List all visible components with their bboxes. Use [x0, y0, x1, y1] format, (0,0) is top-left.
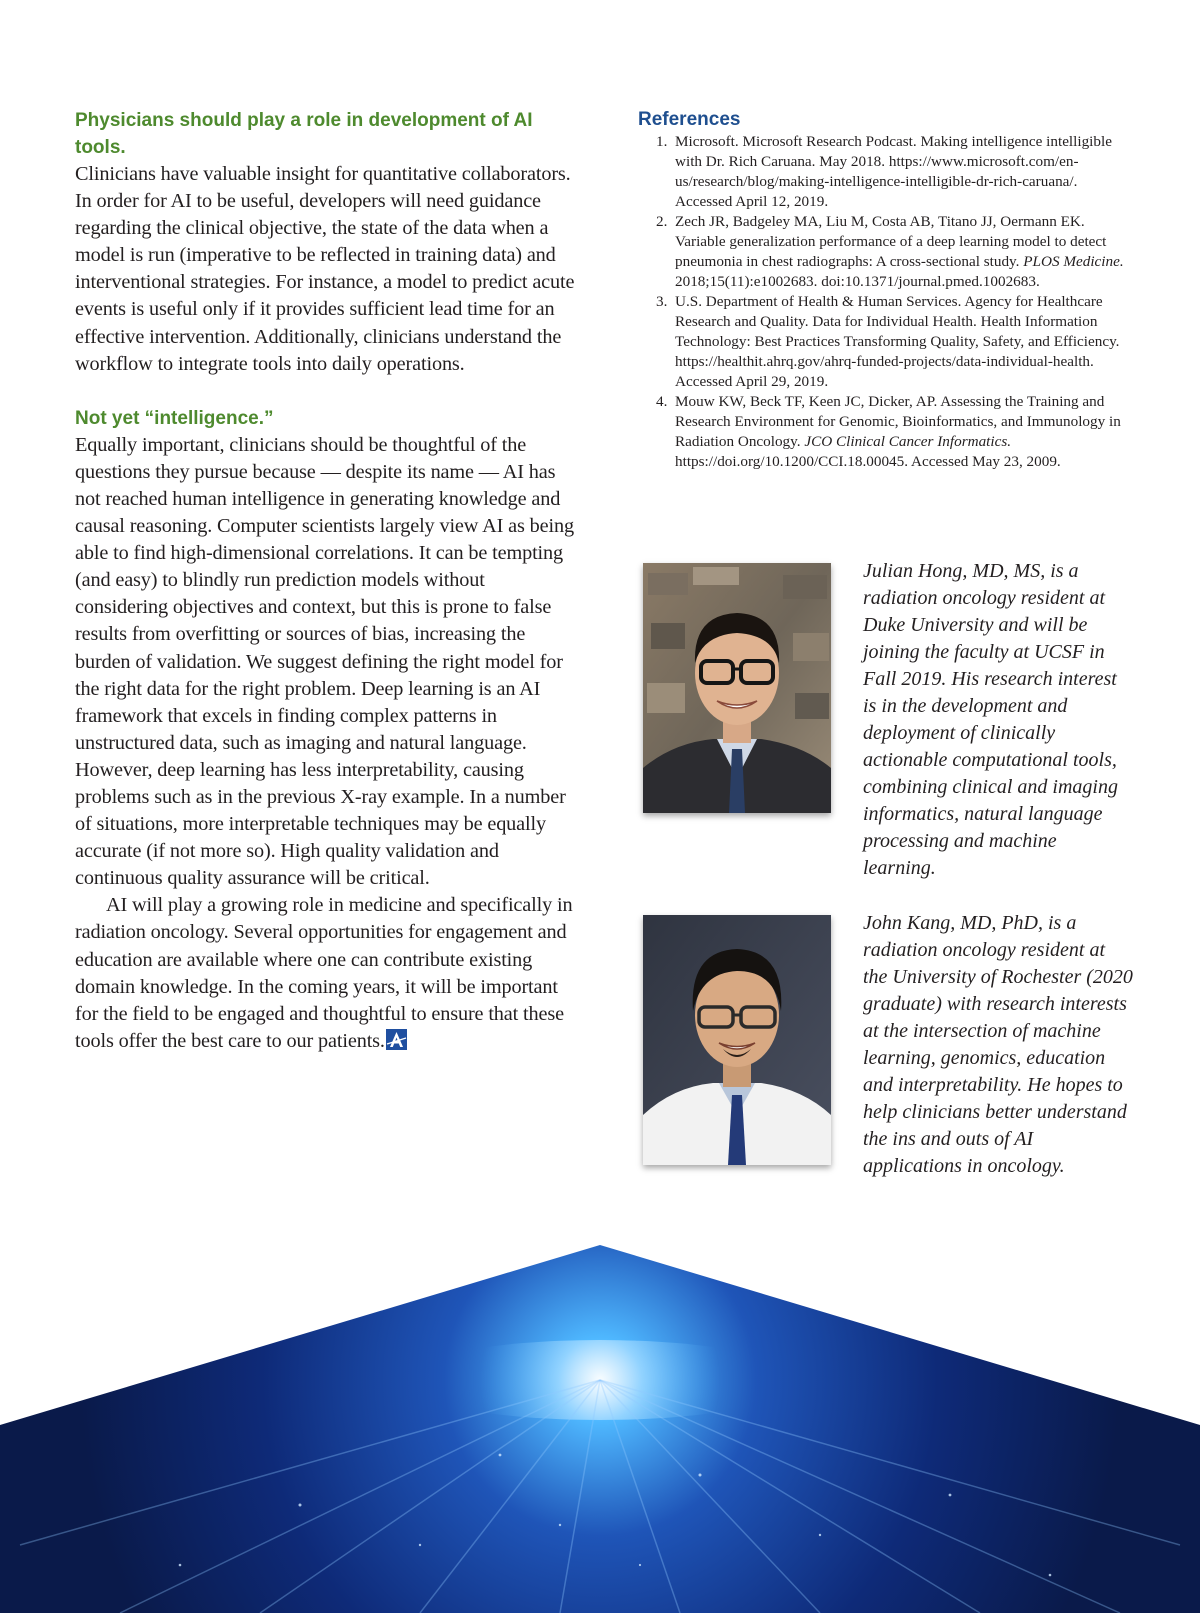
section-heading-physicians-role: Physicians should play a role in development of AI tools. — [75, 110, 533, 158]
reference-item — [638, 392, 1128, 472]
section-body-physicians-role: Clinicians have valuable insight for quantitative collaborators. In order for AI to be useful, developers will need guidance regarding the clinical objective, the state of the data when a model is run (imperative to be reflected in training data) and interventional strategies. For instance, a model to predict acute events is useful only if it provides sufficient lead time for an effective intervention. Additionally, clinicians understand the workflow to integrate tools into daily operations. — [75, 163, 575, 375]
reference-item — [638, 132, 1128, 212]
reference-item — [638, 212, 1128, 292]
references-list — [638, 132, 1128, 472]
reference-number: 1. — [656, 133, 668, 150]
closing-paragraph — [75, 892, 575, 1055]
reference-number: 3. — [656, 293, 668, 310]
reference-citation: Mouw KW, Beck TF, Keen JC, Dicker, AP. Assessing the Training and Research Environment for Genomic, Bioinformatics, and Immunology in Radiation Oncology. — [675, 393, 1121, 450]
article-column — [75, 107, 575, 1055]
author-photo-julian-hong — [643, 563, 831, 813]
author-bio-julian-hong: Julian Hong, MD, MS, is a radiation oncology resident at Duke University and will be joining the faculty at UCSF in Fall 2019. His research interest is in the development and deployment of clinically actionable computational tools, combining clinical and imaging informatics, natural language processing and machine learning. — [863, 560, 1118, 879]
reference-number: 2. — [656, 213, 668, 230]
author-bio-john-kang: John Kang, MD, PhD, is a radiation oncology resident at the University of Rochester (2020 graduate) with research interests at the intersection of machine learning, genomics, education and interpretability. He hopes to help clinicians better understand the ins and outs of AI applications in oncology. — [863, 912, 1133, 1177]
reference-details: https://doi.org/10.1200/CCI.18.00045. Accessed May 23, 2009. — [675, 453, 1061, 470]
references-section — [638, 108, 1128, 472]
reference-citation: Zech JR, Badgeley MA, Liu M, Costa AB, Titano JJ, Oermann EK. Variable generalization performance of a deep learning model to detect pneumonia in chest radiographs: A cross-sectional study. — [675, 213, 1107, 270]
section-heading-not-yet-intelligence: Not yet “intelligence.” — [75, 407, 274, 429]
author-photo-john-kang — [643, 915, 831, 1165]
reference-journal: PLOS Medicine. — [1023, 253, 1124, 270]
footer-starfield-graphic — [0, 1245, 1200, 1613]
reference-journal: JCO Clinical Cancer Informatics. — [804, 433, 1012, 450]
reference-item — [638, 292, 1128, 392]
reference-text — [675, 393, 1121, 470]
ai-logo-end-mark-icon — [386, 1029, 407, 1050]
reference-text: U.S. Department of Health & Human Services. Agency for Healthcare Research and Quality. Data for Individual Health. Health Information Technology: Best Practices Transforming Quality, Safety, and Efficiency. https://healthit.ahrq.gov/ahrq-funded-projects/data-individual-health. Accessed April 29, 2019. — [675, 293, 1120, 390]
reference-number: 4. — [656, 393, 668, 410]
reference-text — [675, 213, 1124, 290]
paragraph-gap — [75, 378, 575, 405]
closing-paragraph-text: AI will play a growing role in medicine and specifically in radiation oncology. Several opportunities for engagement and education are available where one can contribute existing domain knowledge. In the coming years, it will be important for the field to be engaged and thoughtful to ensure that these tools offer the best care to our patients. — [75, 894, 573, 1052]
reference-text: Microsoft. Microsoft Research Podcast. Making intelligence intelligible with Dr. Rich Caruana. May 2018. https://www.microsoft.com/en-us/research/blog/making-intelligence-intelligible-dr-rich-caruana/. Accessed April 12, 2019. — [675, 133, 1112, 210]
section-body-not-yet-intelligence: Equally important, clinicians should be thoughtful of the questions they pursue because — despite its name — AI has not reached human intelligence in generating knowledge and causal reasoning. Computer scientists largely view AI as being able to find high-dimensional correlations. It can be tempting (and easy) to blindly run prediction models without considering objectives and context, but this is prone to false results from overfitting or sources of bias, increasing the burden of validation. We suggest defining the right model for the right data for the right problem. Deep learning is an AI framework that excels in finding complex patterns in unstructured data, such as imaging and natural language. However, deep learning has less interpretability, causing problems such as in the previous X-ray example. In a number of situations, more interpretable techniques may be equally accurate (if not more so). High quality validation and continuous quality assurance will be critical. — [75, 433, 574, 890]
references-heading: References — [638, 109, 741, 130]
reference-details: 2018;15(11):e1002683. doi:10.1371/journal.pmed.1002683. — [675, 273, 1040, 290]
